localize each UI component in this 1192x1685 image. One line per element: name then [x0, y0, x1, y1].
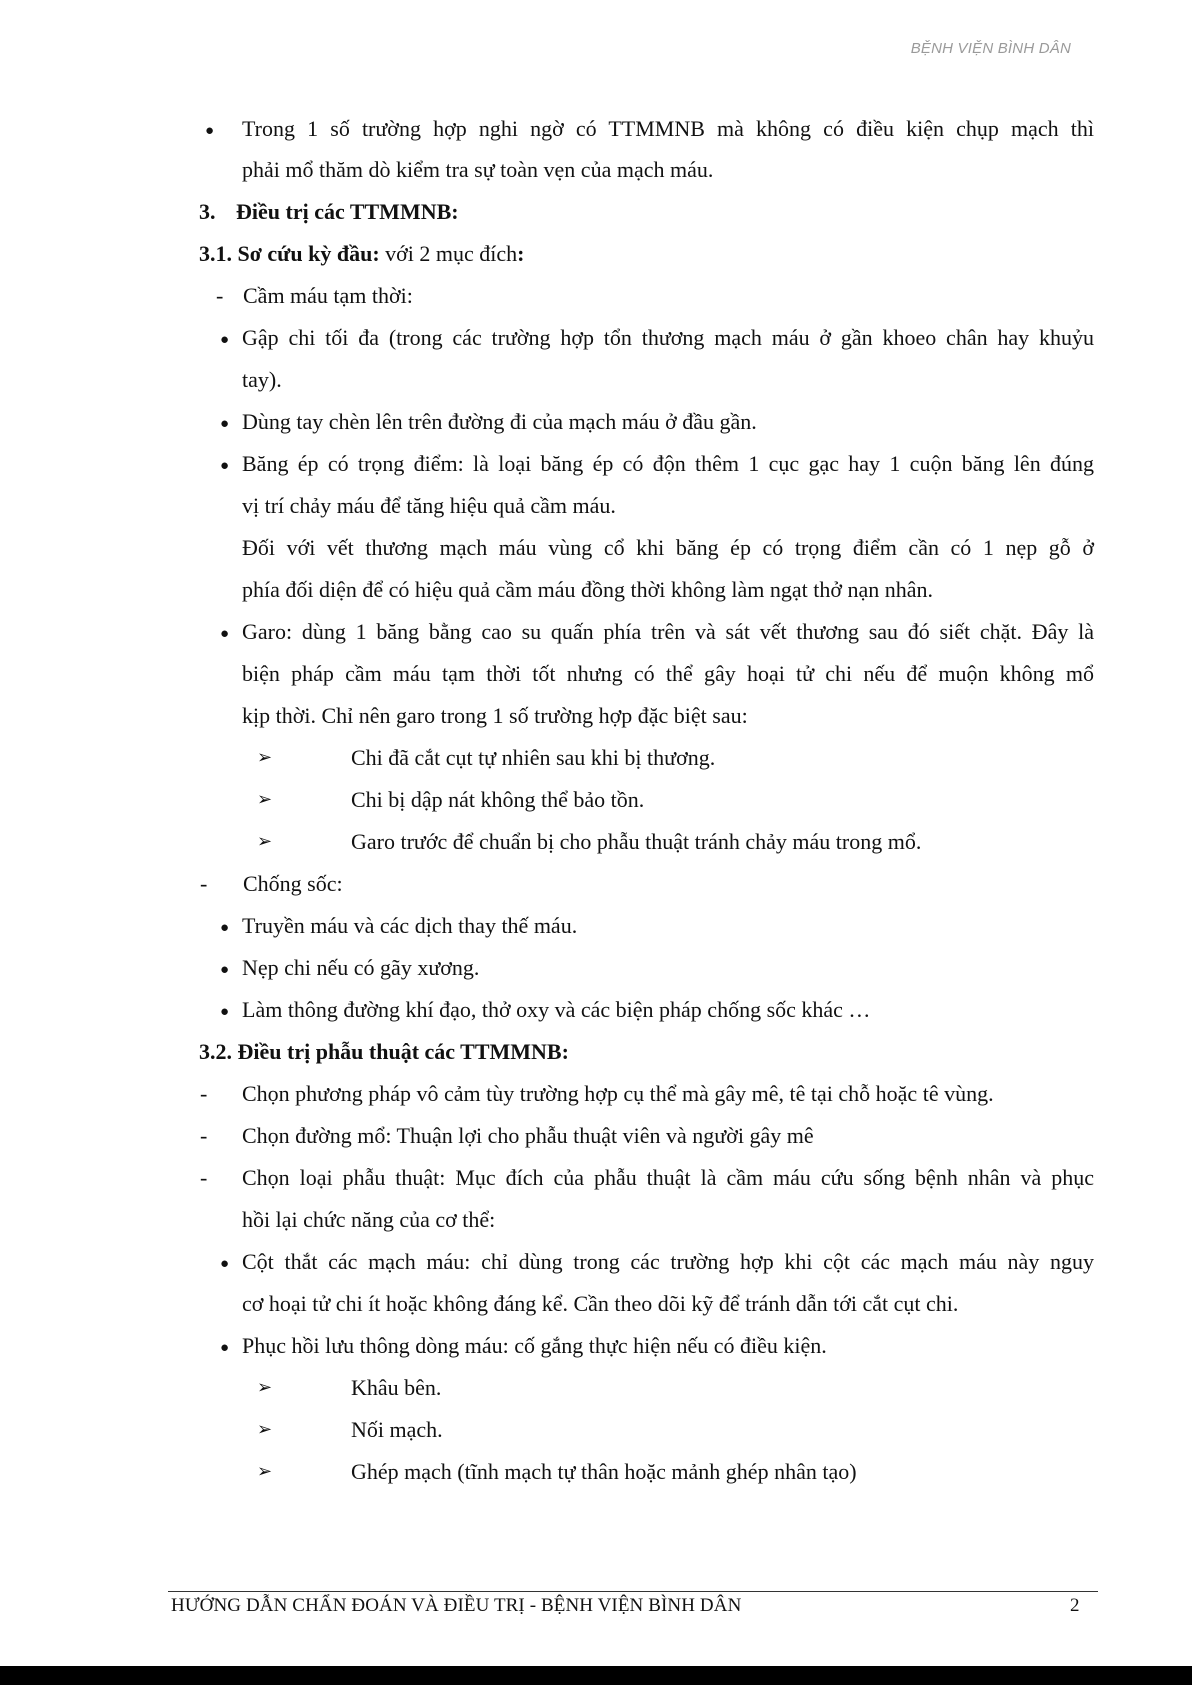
arrow-item: Khâu bên.: [351, 1375, 442, 1400]
bullet-icon: ●: [220, 962, 230, 978]
text-line: Phục hồi lưu thông dòng máu: cố gắng thực hiện nếu có điều kiện.: [242, 1333, 827, 1358]
dash-item: Chọn phương pháp vô cảm tùy trường hợp cụ thể mà gây mê, tê tại chỗ hoặc tê vùng.: [242, 1081, 994, 1106]
text-line: phía đối diện để có hiệu quả cầm máu đồng thời không làm ngạt thở nạn nhân.: [242, 577, 934, 602]
text-line: Đối với vết thương mạch máu vùng cổ khi băng ép có trọng điểm cần có 1 nẹp gỗ ở: [242, 535, 1094, 560]
text-line: phải mổ thăm dò kiểm tra sự toàn vẹn của mạch máu.: [242, 157, 714, 182]
text-line: Gập chi tối đa (trong các trường hợp tổn thương mạch máu ở gần khoeo chân hay khuỷu: [242, 325, 1094, 350]
subsection-heading: [199, 240, 524, 268]
text-line: Cột thắt các mạch máu: chỉ dùng trong các trường hợp khi cột các mạch máu này nguy: [242, 1249, 1094, 1274]
footer-divider: [168, 1591, 1098, 1592]
text-line: tay).: [242, 367, 282, 392]
bullet-icon: ●: [220, 458, 230, 474]
text-line: biện pháp cầm máu tạm thời tốt nhưng có thể gây hoại tử chi nếu để muộn không mổ: [242, 661, 1094, 686]
arrow-bullet-icon: ➢: [257, 1377, 273, 1398]
running-head: BỆNH VIỆN BÌNH DÂN: [910, 40, 1071, 57]
text-line: cơ hoại tử chi ít hoặc không đáng kể. Cần theo dõi kỹ để tránh dẫn tới cắt cụt chi.: [242, 1291, 959, 1316]
text-line: Làm thông đường khí đạo, thở oxy và các biện pháp chống sốc khác …: [242, 997, 871, 1022]
arrow-item: Chi bị dập nát không thể bảo tồn.: [351, 787, 645, 812]
subsection-heading-colon: :: [517, 241, 525, 266]
dash-icon: -: [200, 871, 208, 896]
bullet-icon: ●: [220, 626, 230, 642]
dash-item: Cầm máu tạm thời:: [243, 283, 413, 308]
subsection-heading: 3.2. Điều trị phẫu thuật các TTMMNB:: [199, 1039, 569, 1064]
dash-item: Chọn loại phẫu thuật: Mục đích của phẫu thuật là cầm máu cứu sống bệnh nhân và phục: [242, 1165, 1094, 1190]
text-line: hồi lại chức năng của cơ thể:: [242, 1207, 496, 1232]
dash-icon: -: [216, 283, 224, 308]
subsection-heading-rest: với 2 mục đích: [379, 241, 518, 266]
dash-icon: -: [200, 1165, 208, 1190]
text-line: Truyền máu và các dịch thay thế máu.: [242, 913, 578, 938]
text-line: Dùng tay chèn lên trên đường đi của mạch máu ở đầu gần.: [242, 409, 757, 434]
page-number: 2: [1070, 1595, 1080, 1616]
bullet-icon: ●: [220, 1340, 230, 1356]
subsection-heading-bold: 3.1. Sơ cứu kỳ đầu:: [199, 241, 380, 266]
bullet-icon: ●: [220, 920, 230, 936]
text-line: Garo: dùng 1 băng bằng cao su quấn phía trên và sát vết thương sau đó siết chặt. Đây là: [242, 619, 1094, 644]
footer-title: HƯỚNG DẪN CHẨN ĐOÁN VÀ ĐIỀU TRỊ - BỆNH VIỆN BÌNH DÂN: [171, 1595, 742, 1616]
arrow-item: Chi đã cắt cụt tự nhiên sau khi bị thương.: [351, 745, 716, 770]
arrow-bullet-icon: ➢: [257, 1419, 273, 1440]
arrow-bullet-icon: ➢: [257, 789, 273, 810]
arrow-item: Nối mạch.: [351, 1417, 443, 1442]
page-bottom-bar: [0, 1666, 1192, 1685]
dash-item: Chọn đường mổ: Thuận lợi cho phẫu thuật viên và người gây mê: [242, 1123, 814, 1148]
text-line: vị trí chảy máu để tăng hiệu quả cầm máu.: [242, 493, 616, 518]
text-line: kịp thời. Chỉ nên garo trong 1 số trường hợp đặc biệt sau:: [242, 703, 748, 728]
arrow-bullet-icon: ➢: [257, 831, 273, 852]
dash-item: Chống sốc:: [243, 871, 343, 896]
bullet-icon: ●: [205, 123, 215, 139]
bullet-icon: ●: [220, 1004, 230, 1020]
arrow-bullet-icon: ➢: [257, 747, 273, 768]
section-number: 3.: [199, 199, 216, 224]
dash-icon: -: [200, 1123, 208, 1148]
arrow-item: Garo trước để chuẩn bị cho phẫu thuật tránh chảy máu trong mổ.: [351, 829, 922, 854]
text-line: Trong 1 số trường hợp nghi ngờ có TTMMNB mà không có điều kiện chụp mạch thì: [242, 116, 1094, 141]
section-heading: Điều trị các TTMMNB:: [236, 199, 459, 224]
bullet-icon: ●: [220, 332, 230, 348]
bullet-icon: ●: [220, 1256, 230, 1272]
arrow-item: Ghép mạch (tĩnh mạch tự thân hoặc mảnh ghép nhân tạo): [351, 1459, 857, 1484]
bullet-icon: ●: [220, 416, 230, 432]
text-line: Nẹp chi nếu có gãy xương.: [242, 955, 480, 980]
dash-icon: -: [200, 1081, 208, 1106]
text-line: Băng ép có trọng điểm: là loại băng ép có độn thêm 1 cục gạc hay 1 cuộn băng lên đúng: [242, 451, 1094, 476]
arrow-bullet-icon: ➢: [257, 1461, 273, 1482]
